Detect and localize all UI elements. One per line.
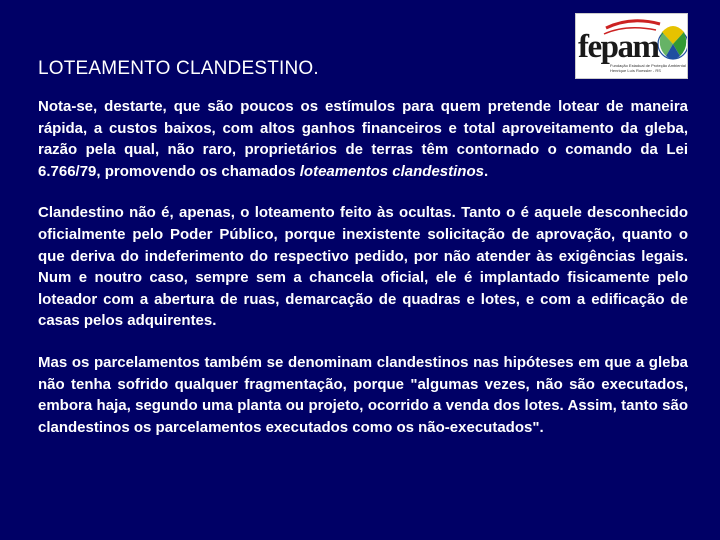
slide-body	[38, 96, 688, 438]
paragraph-1-italic-term: loteamentos clandestinos	[299, 162, 484, 180]
paragraph-1-end: .	[483, 162, 489, 180]
logo-wordmark: fepam	[578, 29, 659, 65]
slide-title: LOTEAMENTO CLANDESTINO.	[38, 58, 319, 79]
paragraph-1-text: Nota-se, destarte, que são poucos os estímulos para quem pretende lotear de maneira rápida, a custos baixos, com altos ganhos financeiros e total aproveitamento da gleba, razão pela qual, não raro, proprietários de terras têm contornado o comando da Lei 6.766/79, promovendo os chamados	[38, 98, 688, 180]
fepam-logo	[575, 13, 688, 79]
logo-subtitle-line: Fundação Estadual de Proteção Ambiental	[610, 63, 686, 68]
logo-subtitle-line: Henrique Luís Roessler - RS	[610, 68, 661, 73]
paragraph-1	[38, 96, 688, 182]
logo-subtitle	[610, 63, 686, 73]
paragraph-2: Clandestino não é, apenas, o loteamento feito às ocultas. Tanto o é aquele desconhecido oficialmente pelo Poder Público, porque inexistente solicitação de aprovação, quanto o que deriva do indeferimento do respectivo pedido, por não atender às exigências legais. Num e noutro caso, sempre sem a chancela oficial, ele é implantado fisicamente pelo loteador com a abertura de ruas, demarcação de quadras e lotes, e com a edificação de casas pelos adquirentes.	[38, 204, 688, 330]
paragraph-3: Mas os parcelamentos também se denominam clandestinos nas hipóteses em que a gleba não tenha sofrido qualquer fragmentação, porque "algumas vezes, não são executados, embora haja, segundo uma planta ou projeto, ocorrido a venda dos lotes. Assim, tanto são clandestinos os parcelamentos executados como os não-executados".	[38, 353, 688, 436]
